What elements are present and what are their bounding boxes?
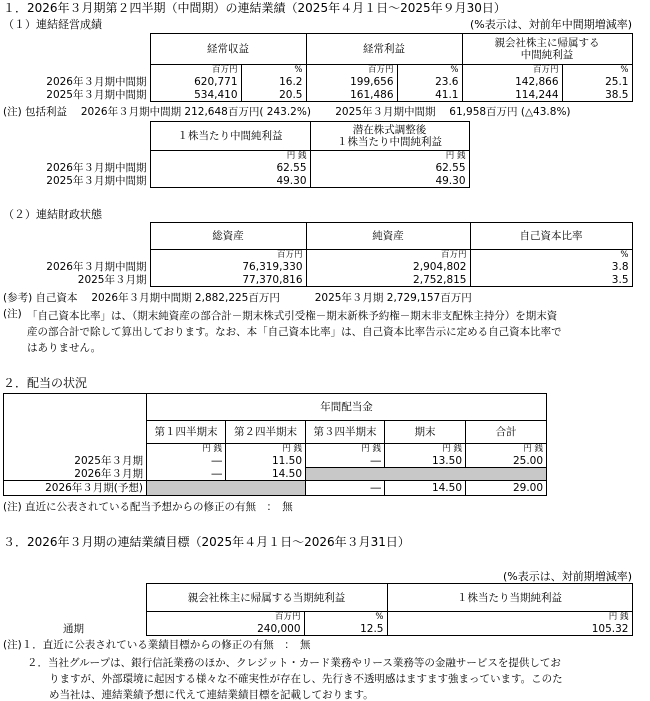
table-row: 2026年３月期中間期 620,771 16.2 199,656 23.6 142,866 25.1	[3, 76, 632, 89]
target-revision-note: (注)１．直近に公表されている業績目標からの修正の有無 ： 無	[3, 639, 311, 651]
table-row: 2025年３月期中間期 49.30 49.30	[3, 175, 469, 188]
header-annual-dividend: 年間配当金	[147, 394, 547, 421]
subsection-financial-position-title: （２）連結財政状態	[3, 208, 102, 221]
note-label: (注)	[3, 308, 22, 320]
table-row: 2025年３月期 77,370,816 2,752,815 3.5	[3, 274, 632, 287]
header-year-end: 期末	[385, 421, 466, 444]
table-row: 2025年３月期中間期 534,410 20.5 161,486 41.1 114,244 38.5	[3, 89, 632, 102]
table-row: 2026年３月期(予想) ― 14.50 29.00	[4, 481, 547, 496]
header-total: 合計	[466, 421, 547, 444]
dividend-revision-note: (注) 直近に公表されている配当予想からの修正の有無 ： 無	[3, 501, 293, 513]
section3-title: ３．2026年３月期の連結業績目標（2025年４月１日～2026年３月31日）	[3, 535, 410, 549]
eps-table: １株当たり中間純利益 潜在株式調整後 １株当たり中間純利益 円 銭 円 銭 2026年３月期中間期 62.55 62.55 2025年３月期中間期 49.30 49.30	[3, 121, 470, 188]
capital-ratio-note: 「自己資本比率」は、（期末純資産の部合計－期末株式引受権－期末新株予約権－期末非支配株主持分）を期末資 産の部合計で除して算出しております。なお、本「自己資本比率」は、自己資本比率告示に定める自己資本比率で はありません。	[27, 310, 562, 354]
header-target-eps: １株当たり当期純利益	[387, 584, 632, 612]
dividends-table: 年間配当金 第１四半期末 第２四半期末 第３四半期末 期末 合計 円 銭 円 銭 円 銭 円 銭 円 銭 2025年３月期 ― 11.50 ― 13.50 25.00 2026年３月期 ― 14.50 2026年３月期(予想) ― 14.50 29.00	[3, 393, 547, 496]
header-ordinary-profit: 経常利益	[306, 34, 462, 65]
financial-position-table: 総資産 純資産 自己資本比率 百万円 百万円 % 2026年３月期中間期 76,319,330 2,904,802 3.8 2025年３月期 77,370,816 2,752,815 3.5	[3, 222, 633, 287]
table-row: 2026年３月期中間期 62.55 62.55	[3, 162, 469, 175]
equity-reference-note: (参考) 自己資本 2026年３月期中間期 2,882,225百万円 2025年３月期 2,729,157百万円	[3, 292, 472, 304]
header-q1: 第１四半期末	[147, 421, 226, 444]
table-row: 2025年３月期 ― 11.50 ― 13.50 25.00	[4, 455, 547, 468]
section1-title: １．2026年３月期第２四半期（中間期）の連結業績（2025年４月１日～2025年９月30日）	[3, 1, 506, 15]
business-results-table: 経常収益 経常利益 親会社株主に帰属する 中間純利益 百万円 % 百万円 % 百万円 % 2026年３月期中間期 620,771 16.2 199,656 23.6 142,866 25.1 2025年３月期中間期 534,410 20.5 161,486 41.1 114,244 38.5	[3, 33, 633, 102]
header-total-assets: 総資産	[150, 223, 306, 250]
targets-table: 親会社株主に帰属する当期純利益 １株当たり当期純利益 百万円 % 円 銭 通期 240,000 12.5 105.32	[3, 583, 633, 636]
header-net-assets: 純資産	[306, 223, 470, 250]
table-row: 通期 240,000 12.5 105.32	[3, 623, 632, 636]
table-row: 2026年３月期中間期 76,319,330 2,904,802 3.8	[3, 261, 632, 274]
header-target-net-income: 親会社株主に帰属する当期純利益	[146, 584, 387, 612]
table-row: 2026年３月期 ― 14.50	[4, 468, 547, 481]
target-pct-note: (%表示は、対前期増減率)	[502, 570, 632, 583]
header-capital-ratio: 自己資本比率	[470, 223, 632, 250]
pct-note: (%表示は、対前年中間期増減率)	[469, 18, 632, 31]
business-targets-note: ２．当社グループは、銀行信託業務のほか、クレジット・カード業務やリース業務等の金融サービスを提供してお りますが、外部環境に起因する様々な不確実性が存在し、先行き不透明感はますます強まっています。このた め当社は、連結業績予想に代えて連結業績目標を記載しております。	[27, 657, 563, 701]
subsection-business-results-title: （１）連結経営成績	[3, 18, 102, 31]
header-diluted-eps: 潜在株式調整後 １株当たり中間純利益	[310, 122, 469, 151]
header-net-income: 親会社株主に帰属する 中間純利益	[462, 34, 632, 65]
header-eps: １株当たり中間純利益	[150, 122, 310, 151]
header-q3: 第３四半期末	[306, 421, 385, 444]
comprehensive-income-note: (注) 包括利益 2026年３月期中間期 212,648百万円( 243.2%) 2025年３月期中間期 61,958百万円 (△43.8%)	[3, 106, 571, 118]
header-ordinary-income: 経常収益	[150, 34, 306, 65]
section2-title: ２．配当の状況	[3, 376, 88, 390]
header-q2: 第２四半期末	[226, 421, 306, 444]
